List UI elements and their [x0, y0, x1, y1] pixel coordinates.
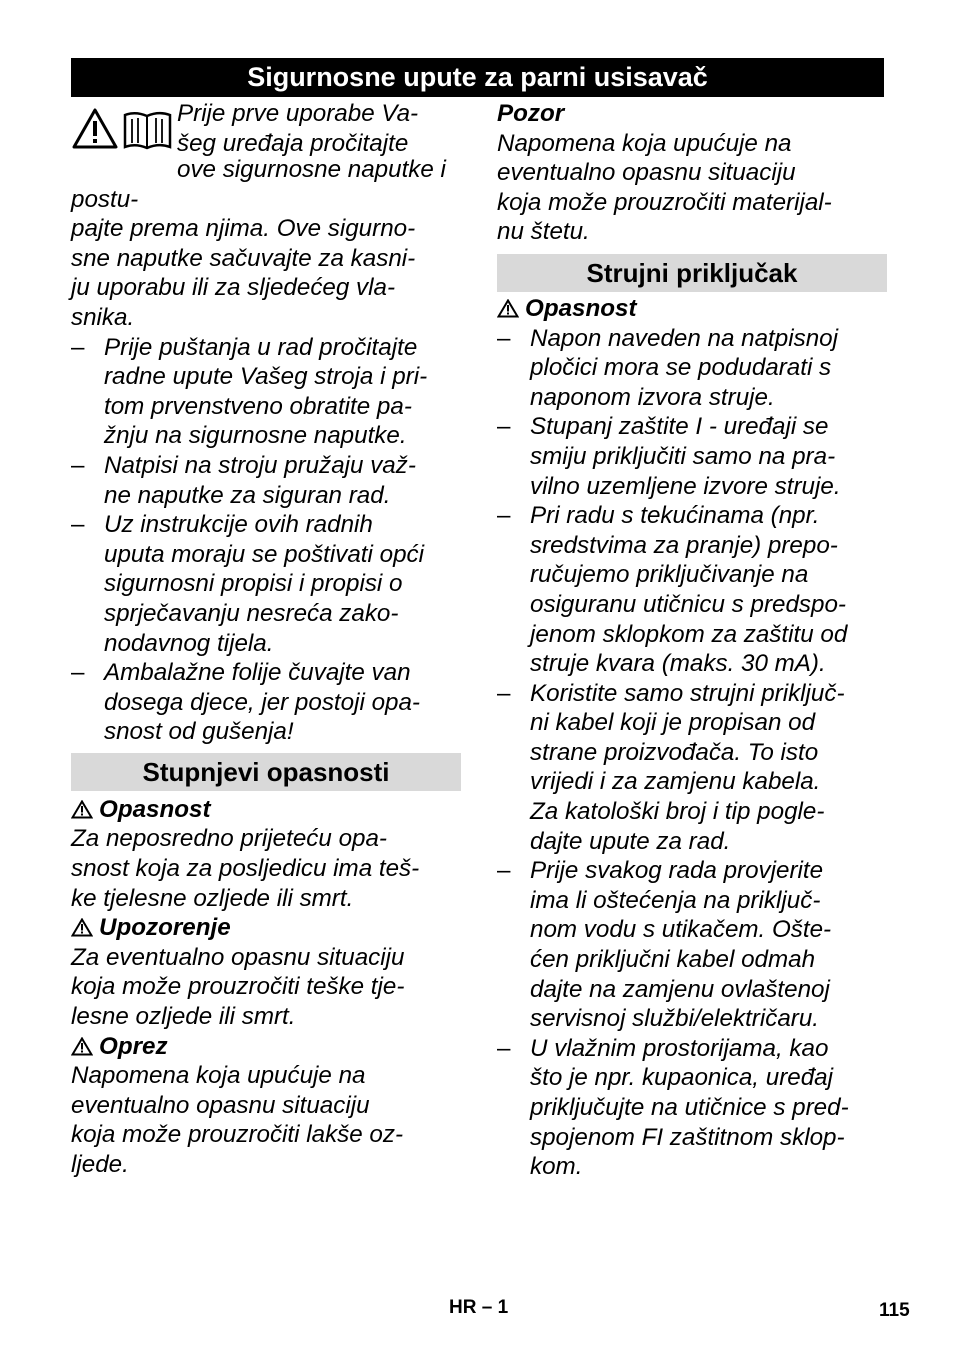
hazard-label-text: Upozorenje — [99, 914, 231, 942]
list-item-line: Pri radu s tekućinama (npr. — [530, 502, 820, 530]
hazard-text-line: eventualno opasnu situaciju — [71, 1091, 370, 1119]
list-item-line: Napon naveden na natpisnoj — [530, 324, 838, 352]
hazard-label — [71, 913, 461, 943]
list-item-line: sredstvima za pranje) prepo- — [530, 531, 838, 559]
list-item — [497, 412, 887, 501]
intro-paragraph — [71, 99, 461, 333]
dash-bullet: – — [497, 502, 511, 530]
section-heading-power-connection: Strujni priključak — [497, 254, 887, 292]
list-item-line: strane proizvođača. To isto — [530, 738, 819, 766]
hazard-level-caution — [71, 1032, 461, 1180]
list-item-line: osiguranu utičnicu s predspo- — [530, 590, 846, 618]
notice-text-line: Napomena koja upućuje na — [497, 129, 792, 157]
list-item-line: vilno uzemljene izvore struje. — [530, 472, 841, 500]
safety-bullet-list — [71, 333, 461, 747]
list-item-line: Uz instrukcije ovih radnih — [104, 511, 373, 539]
hazard-label-text: Oprez — [99, 1032, 168, 1060]
warning-triangle-icon — [71, 1037, 93, 1056]
hazard-label — [71, 1032, 461, 1062]
list-item-line: naponom izvora struje. — [530, 383, 775, 411]
hazard-text-line: lesne ozljede ili smrt. — [71, 1003, 296, 1031]
dash-bullet: – — [497, 324, 511, 352]
dash-bullet: – — [497, 413, 511, 441]
list-item-line: jenom sklopkom za zaštitu od — [530, 620, 848, 648]
hazard-label — [497, 294, 887, 324]
list-item-line: tom prvenstveno obratite pa- — [104, 392, 412, 420]
list-item-line: U vlažnim prostorijama, kao — [530, 1034, 829, 1062]
intro-line: ju uporabu ili za sljedećeg vla- — [71, 274, 396, 302]
list-item — [71, 333, 461, 451]
list-item-line: uputa moraju se poštivati opći — [104, 540, 424, 568]
warning-triangle-icon — [71, 918, 93, 937]
hazard-text-line: Za neposredno prijeteću opa- — [71, 825, 387, 853]
list-item-line: nodavnog tijela. — [104, 629, 274, 657]
list-item — [71, 510, 461, 658]
list-item-line: što je npr. kupaonica, uređaj — [530, 1064, 833, 1092]
hazard-text-line: ke tjelesne ozljede ili smrt. — [71, 884, 354, 912]
notice-text-line: koja može prouzročiti materijal- — [497, 188, 832, 216]
dash-bullet: – — [497, 1034, 511, 1062]
right-column — [497, 99, 887, 1182]
list-item-line: sprječavanju nesreća zako- — [104, 599, 399, 627]
intro-line: pajte prema njima. Ove sigurno- — [71, 215, 416, 243]
hazard-label-text: Opasnost — [525, 294, 637, 322]
section-heading-hazard-levels: Stupnjevi opasnosti — [71, 753, 461, 791]
list-item-line: Koristite samo strujni priključ- — [530, 679, 845, 707]
intro-line: sne naputke sačuvajte za kasni- — [71, 244, 416, 272]
dash-bullet: – — [71, 451, 85, 479]
list-item-line: radne upute Vašeg stroja i pri- — [104, 363, 428, 391]
list-item — [497, 679, 887, 857]
dash-bullet: – — [71, 511, 85, 539]
warning-manual-icon — [71, 107, 177, 159]
hazard-level-danger — [71, 795, 461, 913]
list-item-line: sigurnosni propisi i propisi o — [104, 570, 403, 598]
list-item — [497, 856, 887, 1034]
list-item-line: pločici mora se podudarati s — [530, 354, 832, 382]
dash-bullet: – — [497, 857, 511, 885]
intro-line: snika. — [71, 303, 135, 331]
list-item-line: snost od gušenja! — [104, 718, 294, 746]
hazard-text-line: snost koja za posljedicu ima teš- — [71, 855, 420, 883]
warning-triangle-icon — [71, 800, 93, 819]
list-item-line: dajte upute za rad. — [530, 827, 731, 855]
list-item-line: žnju na sigurnosne naputke. — [104, 422, 407, 450]
list-item-line: Stupanj zaštite I - uređaji se — [530, 413, 829, 441]
hazard-label-text: Opasnost — [99, 795, 211, 823]
list-item-line: servisnoj službi/električaru. — [530, 1005, 820, 1033]
list-item — [497, 1034, 887, 1182]
list-item-line: Za katološki broj i tip pogle- — [530, 798, 825, 826]
intro-line: ove sigurnosne naputke i postu- — [71, 156, 446, 213]
list-item-line: smiju priključiti samo na pra- — [530, 442, 836, 470]
hazard-text-line: koja može prouzročiti teške tje- — [71, 973, 405, 1001]
intro-line: Prije prve uporabe Va- — [177, 100, 419, 127]
list-item-line: nom vodu s utikačem. Ošte- — [530, 916, 832, 944]
hazard-level-warning — [71, 913, 461, 1031]
list-item-line: ćen priključni kabel odmah — [530, 946, 816, 974]
notice-text-line: nu štetu. — [497, 218, 590, 246]
list-item-line: Natpisi na stroju pružaju važ- — [104, 451, 416, 479]
list-item-line: ne naputke za siguran rad. — [104, 481, 391, 509]
list-item-line: Prije puštanja u rad pročitajte — [104, 333, 418, 361]
hazard-text-line: ljede. — [71, 1151, 129, 1178]
hazard-text-line: koja može prouzročiti lakše oz- — [71, 1121, 404, 1149]
list-item-line: spojenom FI zaštitnom sklop- — [530, 1123, 845, 1151]
footer-section-label: HR – 1 — [449, 1297, 509, 1318]
dash-bullet: – — [71, 333, 85, 361]
power-bullet-list — [497, 324, 887, 1182]
list-item-line: ni kabel koji je propisan od — [530, 709, 816, 737]
list-item — [497, 324, 887, 413]
hazard-text-line: Napomena koja upućuje na — [71, 1062, 366, 1090]
list-item-line: Ambalažne folije čuvajte van — [104, 659, 411, 687]
list-item — [71, 658, 461, 747]
list-item-line: ručujemo priključivanje na — [530, 561, 809, 589]
list-item-line: vrijedi i za zamjenu kabela. — [530, 768, 821, 796]
dash-bullet: – — [497, 679, 511, 707]
notice-block — [497, 99, 887, 247]
list-item-line: dajte na zamjenu ovlaštenoj — [530, 975, 830, 1003]
page-title: Sigurnosne upute za parni usisavač — [71, 58, 884, 97]
notice-text-line: eventualno opasnu situaciju — [497, 159, 796, 187]
list-item — [71, 451, 461, 510]
hazard-text-line: Za eventualno opasnu situaciju — [71, 943, 405, 971]
list-item — [497, 501, 887, 679]
list-item-line: priključujte na utičnice s pred- — [530, 1094, 849, 1121]
warning-triangle-icon — [497, 299, 519, 318]
list-item-line: ima li oštećenja na priključ- — [530, 886, 821, 914]
list-item-line: Prije svakog rada provjerite — [530, 857, 824, 885]
list-item-line: struje kvara (maks. 30 mA). — [530, 650, 826, 678]
notice-label: Pozor — [497, 100, 565, 127]
intro-line: šeg uređaja pročitajte — [177, 129, 409, 157]
left-column — [71, 99, 461, 1180]
hazard-label — [71, 795, 461, 825]
list-item-line: kom. — [530, 1153, 583, 1181]
dash-bullet: – — [71, 659, 85, 687]
list-item-line: dosega djece, jer postoji opa- — [104, 688, 420, 716]
page-number: 115 — [879, 1300, 910, 1321]
